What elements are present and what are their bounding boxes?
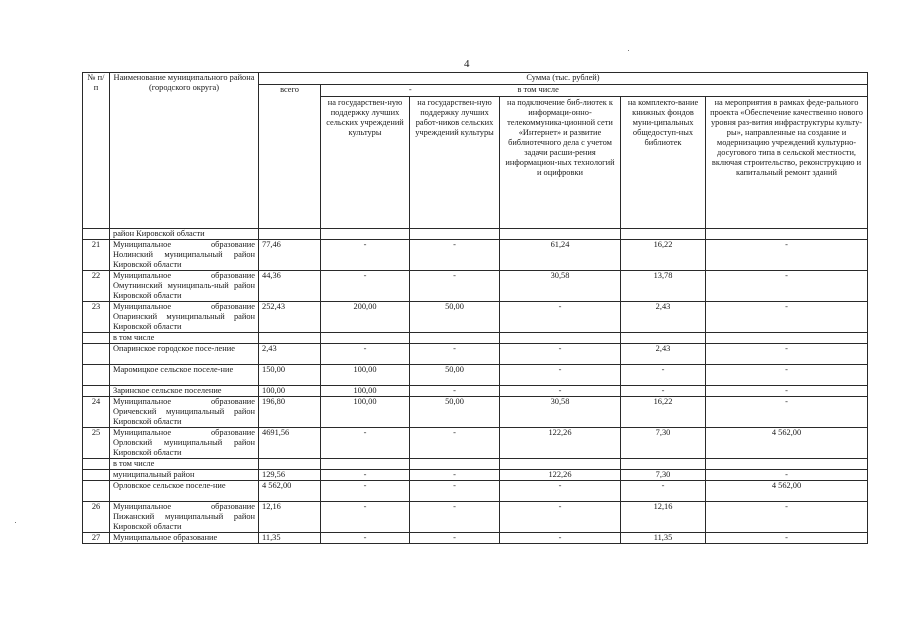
row-value-e <box>706 333 868 344</box>
header-internet-libraries: на подключение биб-лиотек к информаци-онно-телекоммуника-ционной сети «Интернет» и развитие библиотечного дела с учетом задачи расши-рения информацион-ных технологий и оцифровки <box>500 97 621 229</box>
row-total <box>259 333 321 344</box>
row-value-d: 16,22 <box>621 397 706 428</box>
table-row <box>83 386 868 397</box>
row-number <box>83 459 110 470</box>
row-number <box>83 470 110 481</box>
table-row <box>83 229 868 240</box>
row-value-b: 50,00 <box>410 365 500 386</box>
row-number: 21 <box>83 240 110 271</box>
table-row <box>83 533 868 544</box>
row-value-a: - <box>321 481 410 502</box>
header-name: Наименование муниципального района (городского округа) <box>110 73 259 229</box>
row-name: Маромицкое сельское поселе-ние <box>110 365 259 386</box>
row-value-a <box>321 229 410 240</box>
row-value-b: - <box>410 386 500 397</box>
table-row <box>83 470 868 481</box>
row-total: 2,43 <box>259 344 321 365</box>
row-value-d <box>621 333 706 344</box>
row-value-b: - <box>410 470 500 481</box>
row-value-b <box>410 229 500 240</box>
table-row <box>83 333 868 344</box>
row-value-e: - <box>706 344 868 365</box>
row-total: 100,00 <box>259 386 321 397</box>
row-value-b: - <box>410 502 500 533</box>
row-value-a: - <box>321 428 410 459</box>
table-row <box>83 240 868 271</box>
table-row <box>83 428 868 459</box>
row-value-a: 100,00 <box>321 397 410 428</box>
header-including: в том числе <box>500 85 868 97</box>
row-number: 22 <box>83 271 110 302</box>
row-name: Опаринское городское посе-ление <box>110 344 259 365</box>
row-value-a: - <box>321 344 410 365</box>
row-value-e: - <box>706 502 868 533</box>
row-value-e: - <box>706 533 868 544</box>
table-row <box>83 481 868 502</box>
row-value-c: 30,58 <box>500 271 621 302</box>
row-value-c: 122,26 <box>500 428 621 459</box>
row-number <box>83 344 110 365</box>
row-total: 252,43 <box>259 302 321 333</box>
row-value-a: - <box>321 271 410 302</box>
row-value-b <box>410 333 500 344</box>
row-value-d: - <box>621 365 706 386</box>
row-value-d: 2,43 <box>621 344 706 365</box>
row-value-e <box>706 459 868 470</box>
row-value-a: - <box>321 240 410 271</box>
header-support-workers: на государствен-ную поддержку лучших работ-ников сельских учреждений культуры <box>410 97 500 229</box>
row-value-c: - <box>500 533 621 544</box>
row-value-b: - <box>410 344 500 365</box>
row-value-e: - <box>706 365 868 386</box>
row-total: 150,00 <box>259 365 321 386</box>
header-support-institutions: на государствен-ную поддержку лучших сельских учреждений культуры <box>321 97 410 229</box>
row-value-a: - <box>321 470 410 481</box>
row-value-a: 100,00 <box>321 365 410 386</box>
page-number: 4 <box>464 58 470 70</box>
row-value-c <box>500 459 621 470</box>
table-row <box>83 271 868 302</box>
row-name: в том числе <box>110 459 259 470</box>
row-value-d <box>621 229 706 240</box>
row-name: муниципальный район <box>110 470 259 481</box>
header-total: всего <box>259 85 321 229</box>
row-total: 77,46 <box>259 240 321 271</box>
table-row <box>83 344 868 365</box>
row-name: Муниципальное образование Омутнинский муниципаль-ный район Кировской области <box>110 271 259 302</box>
row-value-d: 11,35 <box>621 533 706 544</box>
row-total <box>259 459 321 470</box>
row-total: 12,16 <box>259 502 321 533</box>
row-value-d: - <box>621 386 706 397</box>
row-value-c: 122,26 <box>500 470 621 481</box>
row-number: 25 <box>83 428 110 459</box>
row-value-b: 50,00 <box>410 397 500 428</box>
row-value-d: - <box>621 481 706 502</box>
row-value-a <box>321 333 410 344</box>
row-total: 11,35 <box>259 533 321 544</box>
row-total: 129,56 <box>259 470 321 481</box>
row-value-c <box>500 229 621 240</box>
row-value-d: 2,43 <box>621 302 706 333</box>
row-value-b: 50,00 <box>410 302 500 333</box>
row-value-b: - <box>410 533 500 544</box>
row-value-e: - <box>706 470 868 481</box>
row-value-d: 7,30 <box>621 428 706 459</box>
row-name: Муниципальное образование Орловский муниципальный район Кировской области <box>110 428 259 459</box>
row-value-e: - <box>706 386 868 397</box>
row-number <box>83 229 110 240</box>
header-dash: - <box>321 85 500 97</box>
row-total: 196,80 <box>259 397 321 428</box>
row-name: Заринское сельское поселение <box>110 386 259 397</box>
row-value-d <box>621 459 706 470</box>
row-value-e: - <box>706 302 868 333</box>
table-row <box>83 302 868 333</box>
row-value-a: 100,00 <box>321 386 410 397</box>
row-value-a: 200,00 <box>321 302 410 333</box>
row-value-c: 30,58 <box>500 397 621 428</box>
row-value-d: 7,30 <box>621 470 706 481</box>
row-name: Муниципальное образование <box>110 533 259 544</box>
row-value-c: - <box>500 502 621 533</box>
row-name: Орловское сельское поселе-ние <box>110 481 259 502</box>
header-number: № п/п <box>83 73 110 229</box>
table-row <box>83 502 868 533</box>
header-culture-infrastructure: на мероприятия в рамках феде-рального проекта «Обеспечение качественно нового уровня раз-вития инфраструктуры культу-ры», направленные на создание и модернизацию учреждений культурно-досугового типа в сельской местности, включая строительство, реконструкцию и капитальный ремонт зданий <box>706 97 868 229</box>
row-name: в том числе <box>110 333 259 344</box>
row-total: 4691,56 <box>259 428 321 459</box>
row-total: 4 562,00 <box>259 481 321 502</box>
row-value-c: - <box>500 481 621 502</box>
row-value-e: 4 562,00 <box>706 481 868 502</box>
row-value-c: - <box>500 365 621 386</box>
row-value-d: 16,22 <box>621 240 706 271</box>
row-value-d: 12,16 <box>621 502 706 533</box>
row-value-b <box>410 459 500 470</box>
table-row <box>83 365 868 386</box>
row-value-b: - <box>410 240 500 271</box>
row-value-a: - <box>321 533 410 544</box>
header-book-funds: на комплекто-вание книжных фондов муни-ципальных общедоступ-ных библиотек <box>621 97 706 229</box>
row-name: Муниципальное образование Оричевский муниципальный район Кировской области <box>110 397 259 428</box>
row-name: район Кировской области <box>110 229 259 240</box>
row-value-c: - <box>500 344 621 365</box>
row-name: Муниципальное образование Нолинский муниципальный район Кировской области <box>110 240 259 271</box>
row-number: 23 <box>83 302 110 333</box>
row-name: Муниципальное образование Опаринский муниципальный район Кировской области <box>110 302 259 333</box>
row-number <box>83 386 110 397</box>
row-value-d: 13,78 <box>621 271 706 302</box>
row-value-e: - <box>706 397 868 428</box>
row-number <box>83 481 110 502</box>
row-value-b: - <box>410 481 500 502</box>
row-number <box>83 365 110 386</box>
row-value-c: - <box>500 386 621 397</box>
table-row <box>83 459 868 470</box>
row-value-e: 4 562,00 <box>706 428 868 459</box>
budget-table <box>82 72 868 544</box>
row-value-e: - <box>706 240 868 271</box>
row-value-b: - <box>410 428 500 459</box>
row-number: 27 <box>83 533 110 544</box>
row-value-a <box>321 459 410 470</box>
scan-speck <box>628 50 629 51</box>
row-number <box>83 333 110 344</box>
row-value-b: - <box>410 271 500 302</box>
row-number: 24 <box>83 397 110 428</box>
row-number: 26 <box>83 502 110 533</box>
row-total: 44,36 <box>259 271 321 302</box>
row-value-c <box>500 333 621 344</box>
row-value-e <box>706 229 868 240</box>
row-value-c: - <box>500 302 621 333</box>
row-value-c: 61,24 <box>500 240 621 271</box>
row-name: Муниципальное образование Пижанский муниципальный район Кировской области <box>110 502 259 533</box>
row-value-a: - <box>321 502 410 533</box>
scan-speck <box>15 522 16 523</box>
row-value-e: - <box>706 271 868 302</box>
table-row <box>83 397 868 428</box>
row-total <box>259 229 321 240</box>
header-sum: Сумма (тыс. рублей) <box>259 73 868 85</box>
